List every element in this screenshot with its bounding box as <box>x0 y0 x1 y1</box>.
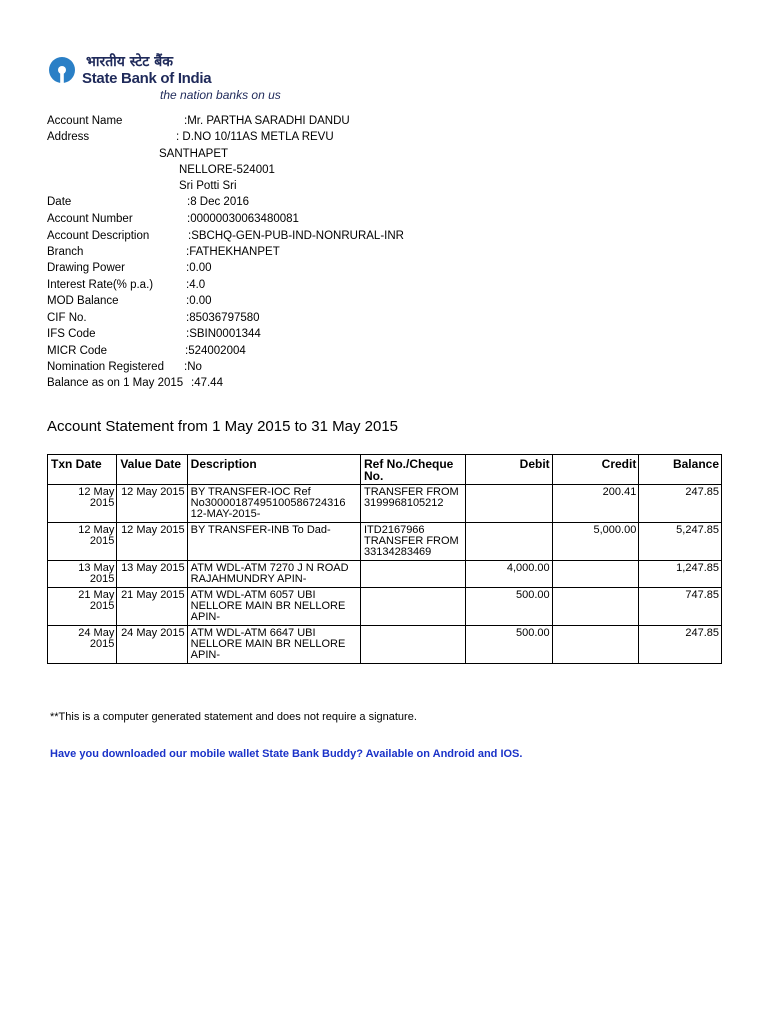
table-row <box>48 561 722 588</box>
sbi-logo-icon <box>48 56 76 84</box>
address-line-2: SANTHAPET <box>159 148 229 160</box>
balance-cell: 1,247.85 <box>639 561 722 588</box>
nomination-value: :No <box>184 361 202 373</box>
header-balance: Balance <box>639 455 722 485</box>
address-line-4: Sri Potti Sri <box>179 180 237 192</box>
mod-balance-value: :0.00 <box>186 295 212 307</box>
branch-value: :FATHEKHANPET <box>186 246 280 258</box>
header-ref: Ref No./Cheque No. <box>361 455 466 485</box>
transactions-table <box>47 454 722 664</box>
credit-cell <box>552 626 639 664</box>
interest-rate-value: :4.0 <box>186 279 206 291</box>
opening-balance-label: Balance as on 1 May 2015 <box>47 377 184 389</box>
txn-date-cell: 21 May 2015 <box>48 588 117 626</box>
credit-cell: 200.41 <box>552 485 639 523</box>
account-name-label: Account Name <box>47 115 123 127</box>
table-row <box>48 626 722 664</box>
account-description-value: :SBCHQ-GEN-PUB-IND-NONRURAL-INR <box>188 230 404 242</box>
txn-date-cell: 24 May 2015 <box>48 626 117 664</box>
credit-cell <box>552 588 639 626</box>
ref-cell <box>361 626 466 664</box>
address-line-1: : D.NO 10/11AS METLA REVU <box>176 131 334 143</box>
bank-logo <box>48 54 308 104</box>
date-value: :8 Dec 2016 <box>187 196 250 208</box>
account-description-label: Account Description <box>47 230 150 242</box>
table-row <box>48 485 722 523</box>
header-credit: Credit <box>552 455 639 485</box>
bank-name-hindi: भारतीय स्टेट बैंक <box>86 54 173 70</box>
nomination-label: Nomination Registered <box>47 361 164 373</box>
txn-date-cell: 12 May 2015 <box>48 485 117 523</box>
balance-cell: 247.85 <box>639 485 722 523</box>
account-number-value: :00000030063480081 <box>187 213 299 225</box>
date-label: Date <box>47 196 72 208</box>
address-label: Address <box>47 131 90 143</box>
balance-cell: 247.85 <box>639 626 722 664</box>
cif-label: CIF No. <box>47 312 87 324</box>
value-date-cell: 24 May 2015 <box>117 626 187 664</box>
table-row <box>48 523 722 561</box>
drawing-power-label: Drawing Power <box>47 262 125 274</box>
account-number-label: Account Number <box>47 213 133 225</box>
header-debit: Debit <box>466 455 553 485</box>
account-name-value: :Mr. PARTHA SARADHI DANDU <box>184 115 350 127</box>
credit-cell <box>552 561 639 588</box>
interest-rate-label: Interest Rate(% p.a.) <box>47 279 154 291</box>
ref-cell <box>361 561 466 588</box>
table-header-row <box>48 455 722 485</box>
debit-cell: 500.00 <box>466 588 553 626</box>
txn-date-cell: 13 May 2015 <box>48 561 117 588</box>
description-cell: BY TRANSFER-INB To Dad- <box>187 523 360 561</box>
debit-cell: 500.00 <box>466 626 553 664</box>
ref-cell: TRANSFER FROM 3199968105212 <box>361 485 466 523</box>
address-line-3: NELLORE-524001 <box>179 164 275 176</box>
description-cell: ATM WDL-ATM 6057 UBI NELLORE MAIN BR NELLORE APIN- <box>187 588 360 626</box>
ref-cell <box>361 588 466 626</box>
value-date-cell: 12 May 2015 <box>117 485 187 523</box>
statement-title: Account Statement from 1 May 2015 to 31 May 2015 <box>47 418 399 435</box>
description-cell: ATM WDL-ATM 6647 UBI NELLORE MAIN BR NELLORE APIN- <box>187 626 360 664</box>
micr-label: MICR Code <box>47 345 108 357</box>
debit-cell <box>466 485 553 523</box>
header-value-date: Value Date <box>117 455 187 485</box>
description-cell: ATM WDL-ATM 7270 J N ROAD RAJAHMUNDRY APIN- <box>187 561 360 588</box>
value-date-cell: 12 May 2015 <box>117 523 187 561</box>
bank-tagline: the nation banks on us <box>160 88 281 102</box>
ifs-value: :SBIN0001344 <box>186 328 261 340</box>
drawing-power-value: :0.00 <box>186 262 212 274</box>
ref-cell: ITD2167966 TRANSFER FROM 33134283469 <box>361 523 466 561</box>
branch-label: Branch <box>47 246 84 258</box>
mod-balance-label: MOD Balance <box>47 295 119 307</box>
header-description: Description <box>187 455 360 485</box>
description-cell: BY TRANSFER-IOC Ref No30000187495100586724316 12-MAY-2015- <box>187 485 360 523</box>
micr-value: :524002004 <box>185 345 246 357</box>
credit-cell: 5,000.00 <box>552 523 639 561</box>
txn-date-cell: 12 May 2015 <box>48 523 117 561</box>
balance-cell: 747.85 <box>639 588 722 626</box>
value-date-cell: 21 May 2015 <box>117 588 187 626</box>
debit-cell <box>466 523 553 561</box>
value-date-cell: 13 May 2015 <box>117 561 187 588</box>
promo-text: Have you downloaded our mobile wallet State Bank Buddy? Available on Android and IOS. <box>50 748 523 760</box>
cif-value: :85036797580 <box>186 312 260 324</box>
header-txn-date: Txn Date <box>48 455 117 485</box>
signature-note: **This is a computer generated statement and does not require a signature. <box>50 711 417 723</box>
opening-balance-value: :47.44 <box>191 377 223 389</box>
ifs-label: IFS Code <box>47 328 96 340</box>
balance-cell: 5,247.85 <box>639 523 722 561</box>
debit-cell: 4,000.00 <box>466 561 553 588</box>
bank-name: State Bank of India <box>82 70 212 87</box>
table-row <box>48 588 722 626</box>
